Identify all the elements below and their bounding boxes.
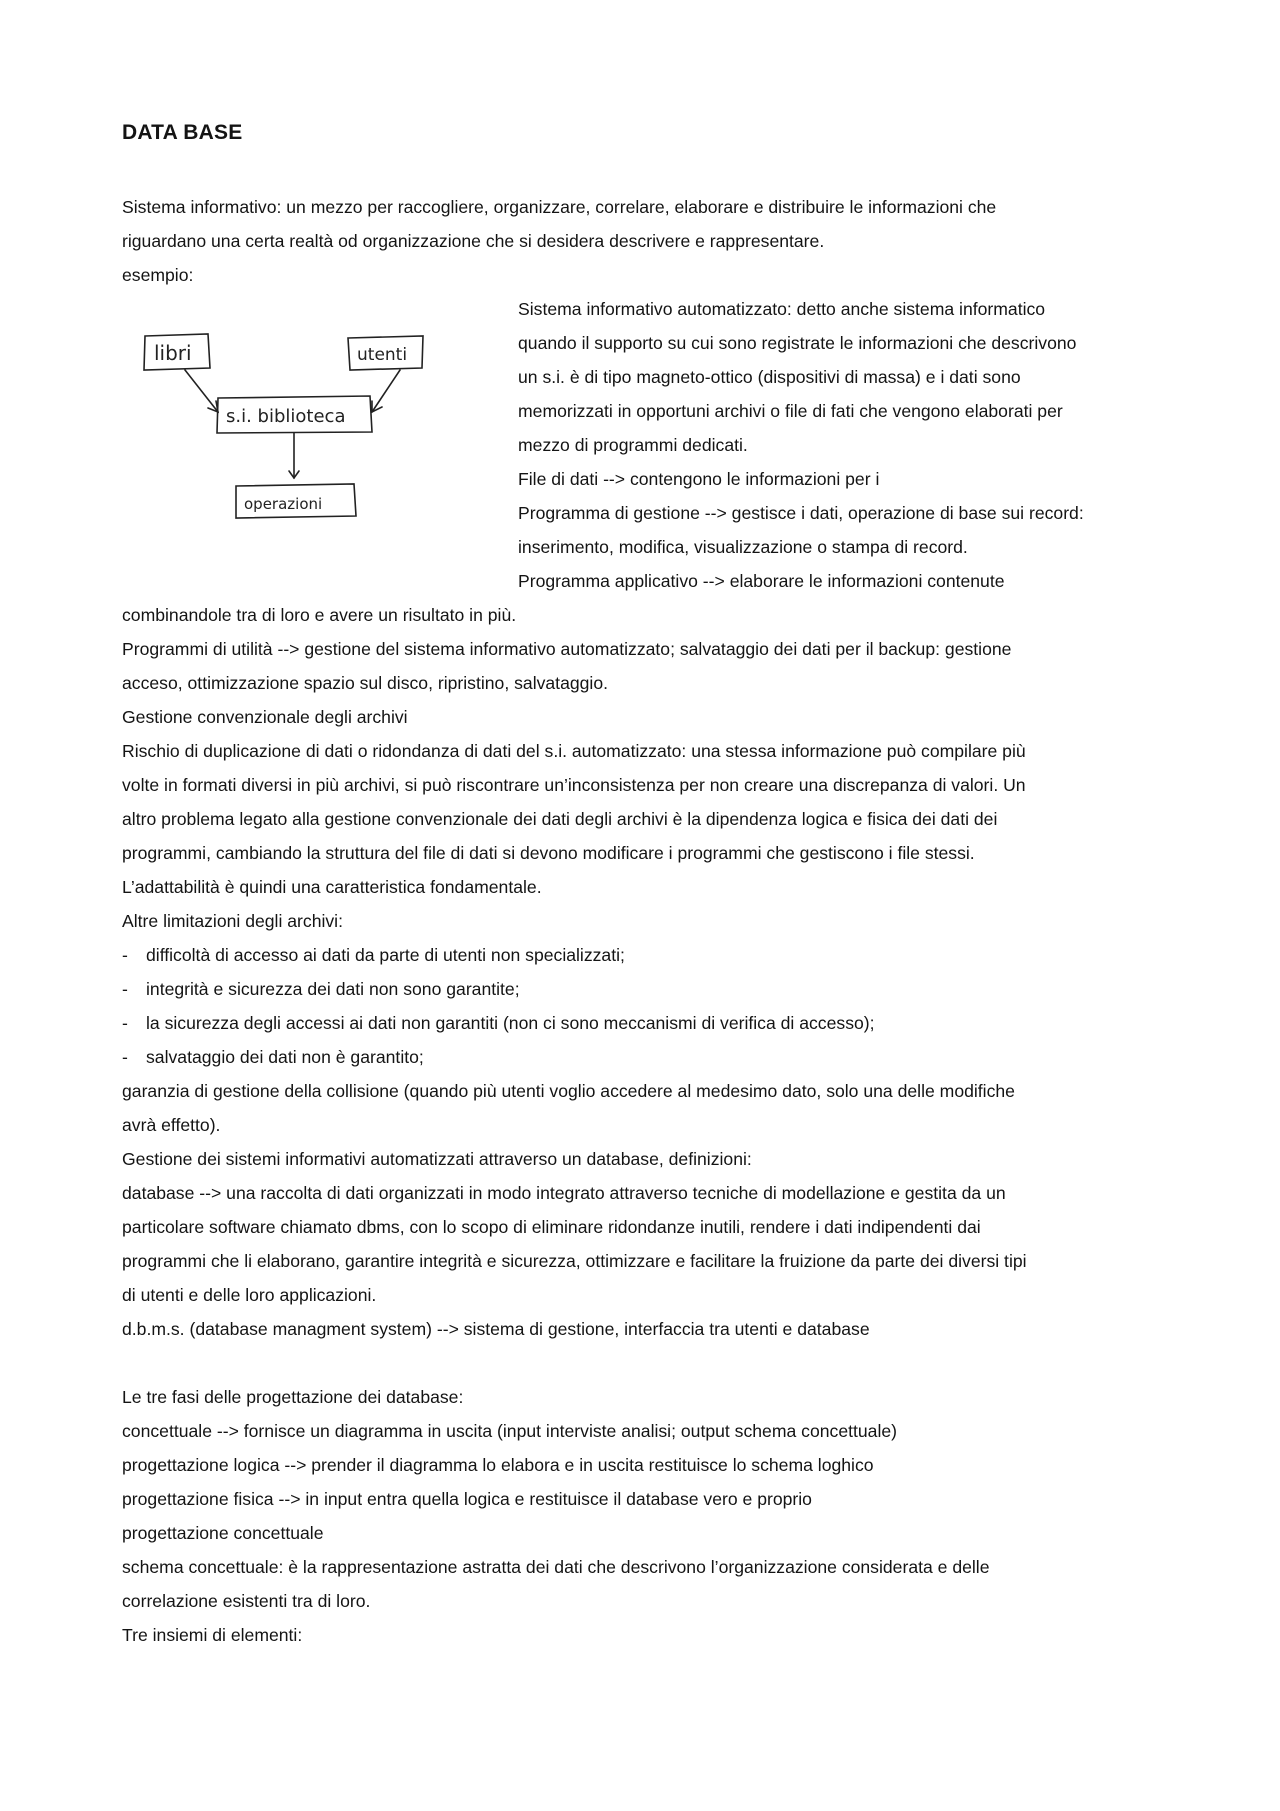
body-line: acceso, ottimizzazione spazio sul disco, ripristino, salvataggio. [122, 673, 609, 693]
list-item [122, 977, 520, 1001]
body-line: correlazione esistenti tra di loro. [122, 1591, 371, 1611]
body-line: Le tre fasi delle progettazione dei database: [122, 1387, 464, 1407]
body-line: programmi, cambiando la struttura del file di dati si devono modificare i programmi che gestiscono i file stessi. [122, 843, 975, 863]
node-operazioni: operazioni [244, 495, 323, 513]
intro-line: esempio: [122, 265, 194, 285]
body-line: programmi che li elaborano, garantire integrità e sicurezza, ottimizzare e facilitare la fruizione da parte dei diversi tipi [122, 1251, 1027, 1271]
body-line: garanzia di gestione della collisione (quando più utenti voglio accedere al medesimo dato, solo una delle modifiche [122, 1081, 1015, 1101]
right-column-line: File di dati --> contengono le informazioni per i [518, 469, 880, 489]
body-line: altro problema legato alla gestione convenzionale dei dati degli archivi è la dipendenza logica e fisica dei dati dei [122, 809, 998, 829]
arrow-utenti [372, 370, 400, 412]
intro-line: riguardano una certa realtà od organizzazione che si desidera descrivere e rappresentare. [122, 231, 825, 251]
body-line: volte in formati diversi in più archivi, si può riscontrare un’inconsistenza per non creare una discrepanza di valori. Un [122, 775, 1026, 795]
body-line: d.b.m.s. (database managment system) --> sistema di gestione, interfaccia tra utenti e database [122, 1319, 870, 1339]
right-column-line: inserimento, modifica, visualizzazione o stampa di record. [518, 537, 968, 557]
right-column-line: Programma applicativo --> elaborare le informazioni contenute [518, 571, 1005, 591]
node-libri: libri [154, 341, 192, 365]
body-line: combinandole tra di loro e avere un risultato in più. [122, 605, 517, 625]
arrow-libri [185, 370, 218, 412]
right-column-line: mezzo di programmi dedicati. [518, 435, 748, 455]
body-line: concettuale --> fornisce un diagramma in uscita (input interviste analisi; output schema concettuale) [122, 1421, 898, 1441]
section-heading: progettazione concettuale [122, 1523, 324, 1543]
right-column-line: un s.i. è di tipo magneto-ottico (dispositivi di massa) e i dati sono [518, 367, 1021, 387]
body-line: progettazione logica --> prender il diagramma lo elabora e in uscita restituisce lo schema loghico [122, 1455, 874, 1475]
right-column-line: Programma di gestione --> gestisce i dati, operazione di base sui record: [518, 503, 1084, 523]
body-line: database --> una raccolta di dati organizzati in modo integrato attraverso tecniche di modellazione e gestita da un [122, 1183, 1006, 1203]
intro-line: Sistema informativo: un mezzo per raccogliere, organizzare, correlare, elaborare e distribuire le informazioni che [122, 197, 997, 217]
list-item-text: integrità e sicurezza dei dati non sono garantite; [146, 979, 520, 999]
body-line: avrà effetto). [122, 1115, 221, 1135]
list-item-text: la sicurezza degli accessi ai dati non garantiti (non ci sono meccanismi di verifica di accesso); [146, 1013, 875, 1033]
bullet-dash: - [122, 945, 128, 965]
body-line: progettazione fisica --> in input entra quella logica e restituisce il database vero e proprio [122, 1489, 812, 1509]
right-column-line: memorizzati in opportuni archivi o file di fati che vengono elaborati per [518, 401, 1063, 421]
list-item [122, 1045, 424, 1069]
list-item [122, 1011, 875, 1035]
bullet-dash: - [122, 1047, 128, 1067]
list-item [122, 943, 625, 967]
body-line: Programmi di utilità --> gestione del sistema informativo automatizzato; salvataggio dei dati per il backup: gestione [122, 639, 1012, 659]
list-item-text: difficoltà di accesso ai dati da parte di utenti non specializzati; [146, 945, 625, 965]
body-line: di utenti e delle loro applicazioni. [122, 1285, 377, 1305]
list-item-text: salvataggio dei dati non è garantito; [146, 1047, 424, 1067]
node-biblioteca: s.i. biblioteca [226, 406, 346, 427]
section-heading: Gestione convenzionale degli archivi [122, 707, 408, 727]
node-utenti: utenti [357, 345, 408, 365]
body-line: Altre limitazioni degli archivi: [122, 911, 343, 931]
body-line: L’adattabilità è quindi una caratteristica fondamentale. [122, 877, 542, 897]
body-line: particolare software chiamato dbms, con lo scopo di eliminare ridondanze inutili, rendere i dati indipendenti dai [122, 1217, 981, 1237]
library-sketch-diagram [130, 320, 450, 530]
body-line: schema concettuale: è la rappresentazione astratta dei dati che descrivono l’organizzazione considerata e delle [122, 1557, 990, 1577]
body-line: Tre insiemi di elementi: [122, 1625, 303, 1645]
right-column-line: Sistema informativo automatizzato: detto anche sistema informatico [518, 299, 1046, 319]
bullet-dash: - [122, 1013, 128, 1033]
right-column-line: quando il supporto su cui sono registrate le informazioni che descrivono [518, 333, 1077, 353]
body-line: Gestione dei sistemi informativi automatizzati attraverso un database, definizioni: [122, 1149, 752, 1169]
bullet-dash: - [122, 979, 128, 999]
page-title: DATA BASE [122, 121, 243, 144]
body-line: Rischio di duplicazione di dati o ridondanza di dati del s.i. automatizzato: una stessa informazione può compilare più [122, 741, 1026, 761]
